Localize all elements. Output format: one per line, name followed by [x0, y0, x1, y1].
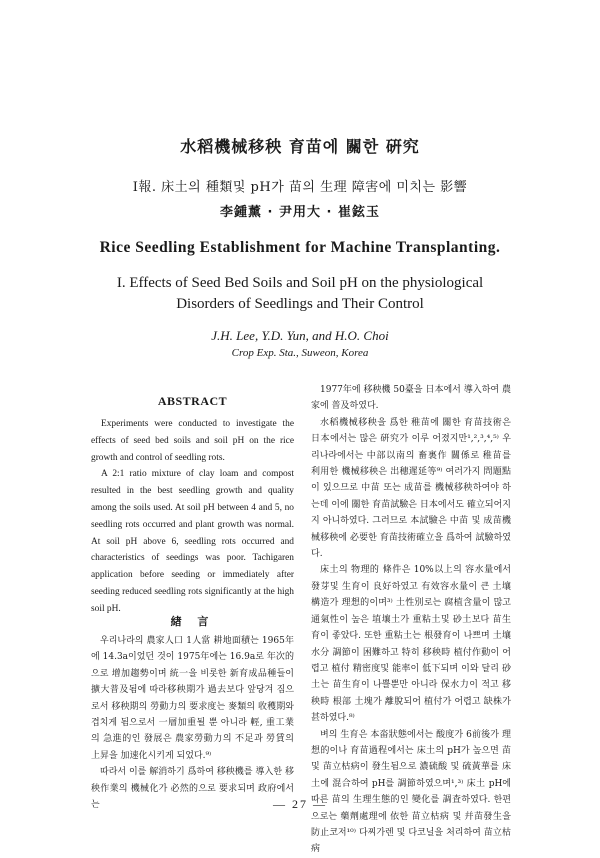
subtitle-english-line-2: Disorders of Seedlings and Their Control — [176, 296, 424, 312]
abstract-paragraph: Experiments were conducted to investigate the effects of seed bed soils and soil pH on the rice growth and control of seedling rots. — [91, 419, 294, 463]
body-paragraph: 水稻機械移秧을 爲한 稚苗에 關한 育苗技術은 日本에서는 많은 硏究가 이루 어졌지만¹,²,³,⁴,⁵⁾ 우리나라에서는 中部以南의 畜裏作 關係로 稚苗를 利用한 機械移秧은 出穗遲延等⁹⁾ 여러가지 問題點이 있으므로 中苗 또는 成苗를 機械移秧하여야 하는데 이에 關한 育苗試驗은 日本에서도 確立되어지지 아니하였다. 그러므로 本試驗은 中苗 및 成苗機械移秧에 必要한 育苗技術確立을 爲하여 試驗하였다. — [311, 417, 511, 560]
abstract-body — [91, 416, 294, 618]
abstract-heading: ABSTRACT — [157, 394, 228, 408]
abstract-paragraph: A 2:1 ratio mixture of clay loam and compost resulted in the best seedling growth and quality among the soils used. At soil pH between 4 and 5, no seedling rots occurred and plant growth was normal. At soil pH above 6, seedling rots occurred and characteristics of seedings was poor. Tachigaren application before seeding or immediately after seeding reduced seedling rots significantly at the high soil pH. — [91, 469, 294, 614]
paper-subtitle-korean: Ⅰ報. 床土의 種類및 pH가 苗의 生理 障害에 미치는 影響 — [132, 180, 468, 195]
page-number: — 27 — — [273, 797, 327, 811]
affiliation-english: Crop Exp. Sta., Suweon, Korea — [231, 347, 369, 359]
paper-title-korean: 水稻機械移秧 育苗에 關한 硏究 — [180, 137, 420, 156]
body-paragraph: 床土의 物理的 條件은 10%以上의 容水量에서 發芽및 生育이 良好하였고 有效容水量이 큰 土壤構造가 理想的이며³⁾ 土性別로는 腐植含量이 많고 通氣性이 높은 埴壤土가 重粘土및 砂土보다 苗生育이 좋았다. 또한 重粘土는 根發育이 나쁘며 土壤水分 調節이 困難하고 特히 移秧時 植付作動이 어렵고 植付 精密度및 能率이 低下되며 이와 달리 砂土는 苗生育이 나쁠뿐만 아니라 保水力이 적고 移秧時 根部 土塊가 離脫되어 植付가 어렵고 缺株가 甚하였다.⁸⁾ — [311, 565, 511, 724]
body-paragraph: 우리나라의 農家人口 1人當 耕地面積는 1965年에 14.3a이었던 것이 1975年에는 16.9a로 年次的으로 增加趨勢이며 統一을 비롯한 新育成品種들이 擴大普及됨에 따라移秧期가 過去보다 앞당겨 짐으로서 移秧期의 勞動力의 要求度는 麥類의 收穫期와 겹치게 됨으로서 一層加重될 뿐 아니라 輕, 重工業의 急進的인 發展은 農家勞動力의 不足과 勞賃의 上昇을 加速化시키게 되었다.⁹⁾ — [91, 636, 294, 761]
body-paragraph: 벼의 生育은 本畓狀態에서는 酸度가 6前後가 理想的이나 育苗過程에서는 床土의 pH가 높으면 苗 및 苗立枯病이 發生됨으로 濃硫酸 및 硫黃華를 床土에 混合하여 pH를 調節하였으며¹,³⁾ 床土 pH에 따른 苗의 生理生態的인 變化를 調査하였다. 한편으로는 藥劑處理에 依한 苗立枯病 및 幷苗發生을 防止코저¹⁰⁾ 다찌가렌 및 다코닐을 처리하여 苗立枯病 — [311, 729, 511, 855]
paper-subtitle-english — [0, 273, 600, 315]
authors-english: J.H. Lee, Y.D. Yun, and H.O. Choi — [211, 328, 389, 343]
subtitle-english-line-1: I. Effects of Seed Bed Soils and Soil pH on the physiological — [116, 275, 484, 291]
introduction-right-column — [311, 382, 511, 858]
introduction-left-column — [91, 633, 294, 813]
body-paragraph: 1977年에 移秧機 50臺을 日本에서 導入하여 農家에 普及하였다. — [311, 385, 511, 412]
body-paragraph: 따라서 이를 解消하기 爲하여 移秧機를 導入한 移秧作業의 機械化가 必然的으로 要求되며 政府에서는 — [91, 767, 294, 811]
paper-title-english: Rice Seedling Establishment for Machine Transplanting. — [99, 239, 501, 256]
authors-korean: 李鍾薰 · 尹用大 · 崔鉉玉 — [220, 205, 380, 220]
introduction-heading: 緖 言 — [170, 615, 215, 628]
